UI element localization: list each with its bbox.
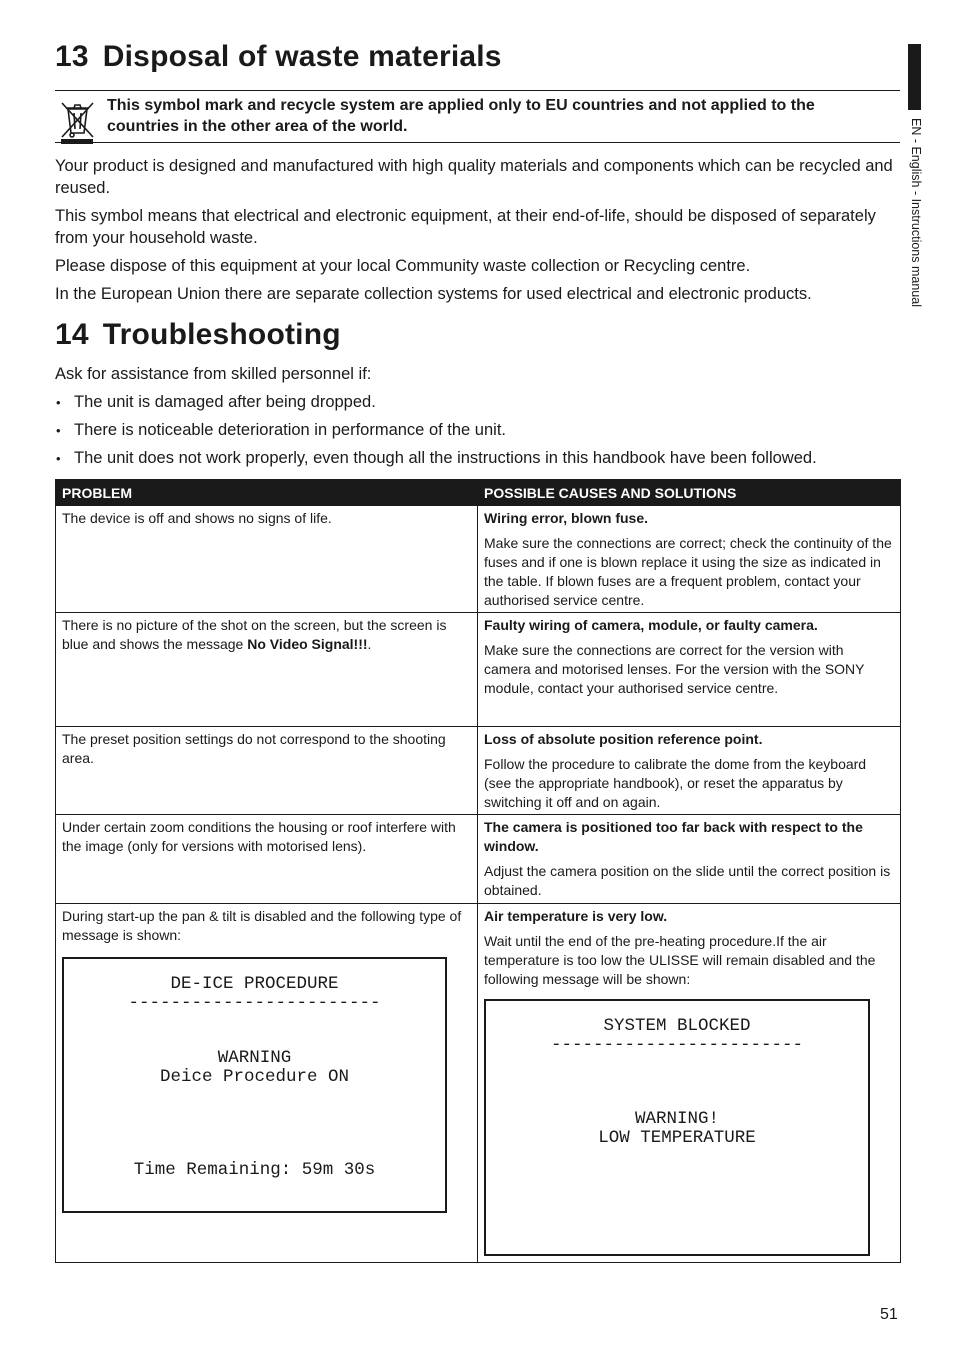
screen-warning: WARNING! bbox=[634, 1109, 719, 1129]
table-header-row bbox=[56, 480, 901, 506]
problem-text: During start-up the pan & tilt is disabled and the following type of message is shown: bbox=[62, 908, 462, 943]
problem-cell bbox=[56, 613, 478, 727]
problem-cell bbox=[56, 506, 478, 613]
column-header-solutions: POSSIBLE CAUSES AND SOLUTIONS bbox=[478, 480, 901, 506]
deice-procedure-screen bbox=[62, 957, 447, 1213]
paragraph: This symbol means that electrical and electronic equipment, at their end-of-life, should be disposed of separately from your household waste. bbox=[55, 207, 876, 247]
cause-text: The camera is positioned too far back with respect to the window. bbox=[484, 819, 863, 854]
cause-text: Air temperature is very low. bbox=[484, 908, 668, 924]
list-item: • The unit does not work properly, even though all the instructions in this handbook have been followed. bbox=[55, 448, 900, 470]
screen-time-remaining: Time Remaining: 59m 30s bbox=[133, 1160, 376, 1180]
solution-cell bbox=[478, 613, 901, 727]
section-14-number: 14 bbox=[55, 318, 89, 351]
section-14-title: Troubleshooting bbox=[102, 318, 341, 351]
crossed-out-wheelie-bin-icon bbox=[57, 97, 97, 145]
cause-text: Loss of absolute position reference point. bbox=[484, 731, 763, 747]
problem-cell bbox=[56, 815, 478, 904]
paragraph: Please dispose of this equipment at your local Community waste collection or Recycling centre. bbox=[55, 257, 751, 275]
screen-divider: ------------------------ bbox=[128, 993, 381, 1013]
weee-notice bbox=[55, 90, 900, 143]
screen-title: SYSTEM BLOCKED bbox=[603, 1016, 751, 1036]
problem-cell bbox=[56, 727, 478, 815]
problem-text-end: . bbox=[367, 636, 372, 652]
list-item: • The unit is damaged after being dropped. bbox=[55, 392, 900, 414]
paragraph: In the European Union there are separate collection systems for used electrical and electronic products. bbox=[55, 285, 812, 303]
side-label: EN - English - Instructions manual bbox=[909, 118, 923, 307]
assistance-conditions-list bbox=[55, 392, 900, 476]
page-number: 51 bbox=[880, 1306, 898, 1323]
column-header-problem: PROBLEM bbox=[56, 480, 478, 506]
screen-status: LOW TEMPERATURE bbox=[598, 1128, 756, 1148]
troubleshooting-intro: Ask for assistance from skilled personnel if: bbox=[55, 365, 372, 383]
section-tab-marker bbox=[908, 44, 921, 110]
problem-cell bbox=[56, 904, 478, 1263]
problem-text: Under certain zoom conditions the housing or roof interfere with the image (only for versions with motorised lens). bbox=[62, 819, 456, 854]
table-row bbox=[56, 815, 901, 904]
solution-text: Wait until the end of the pre-heating procedure.If the air temperature is too low the ULISSE will remain disabled and the following message will be shown: bbox=[484, 933, 876, 987]
section-13-heading bbox=[55, 40, 502, 74]
solution-text: Make sure the connections are correct; check the continuity of the fuses and if one is blown replace it using the size as indicated in the table. If blown fuses are a frequent problem, contact your authorised service centre. bbox=[484, 535, 892, 608]
table-row bbox=[56, 727, 901, 815]
solution-cell bbox=[478, 506, 901, 613]
problem-text: The preset position settings do not correspond to the shooting area. bbox=[62, 731, 446, 766]
cause-text: Faulty wiring of camera, module, or faulty camera. bbox=[484, 617, 818, 633]
table-row bbox=[56, 613, 901, 727]
solution-cell bbox=[478, 815, 901, 904]
weee-notice-text: This symbol mark and recycle system are applied only to EU countries and not applied to the countries in the other area of the world. bbox=[107, 97, 815, 135]
section-13-number: 13 bbox=[55, 40, 89, 73]
no-video-signal-message: No Video Signal!!! bbox=[247, 636, 368, 652]
problem-text: The device is off and shows no signs of life. bbox=[62, 510, 332, 526]
screen-status: Deice Procedure ON bbox=[159, 1067, 350, 1087]
solution-text: Follow the procedure to calibrate the dome from the keyboard (see the appropriate handbook), or reset the apparatus by switching it off and on again. bbox=[484, 756, 867, 810]
solution-cell bbox=[478, 904, 901, 1263]
problem-text bbox=[62, 616, 471, 654]
solution-text: Make sure the connections are correct for the version with camera and motorised lenses. For the version with the SONY module, contact your authorised service centre. bbox=[484, 642, 865, 696]
table-row bbox=[56, 506, 901, 613]
screen-title: DE-ICE PROCEDURE bbox=[170, 974, 339, 994]
cause-text: Wiring error, blown fuse. bbox=[484, 510, 649, 526]
screen-divider: ------------------------ bbox=[550, 1035, 804, 1055]
solution-cell bbox=[478, 727, 901, 815]
solution-text: Adjust the camera position on the slide until the correct position is obtained. bbox=[484, 863, 891, 898]
section-13-title: Disposal of waste materials bbox=[102, 40, 502, 73]
screen-warning: WARNING bbox=[217, 1048, 292, 1068]
section-14-heading bbox=[55, 318, 341, 352]
system-blocked-screen bbox=[484, 999, 870, 1256]
list-item: • There is noticeable deterioration in performance of the unit. bbox=[55, 420, 900, 442]
table-row bbox=[56, 904, 901, 1263]
problem-text-start: There is no picture of the shot on the screen, but the screen is blue and shows the message bbox=[62, 617, 447, 652]
troubleshooting-table bbox=[55, 479, 901, 1263]
paragraph: Your product is designed and manufactured with high quality materials and components which can be recycled and reused. bbox=[55, 157, 893, 197]
